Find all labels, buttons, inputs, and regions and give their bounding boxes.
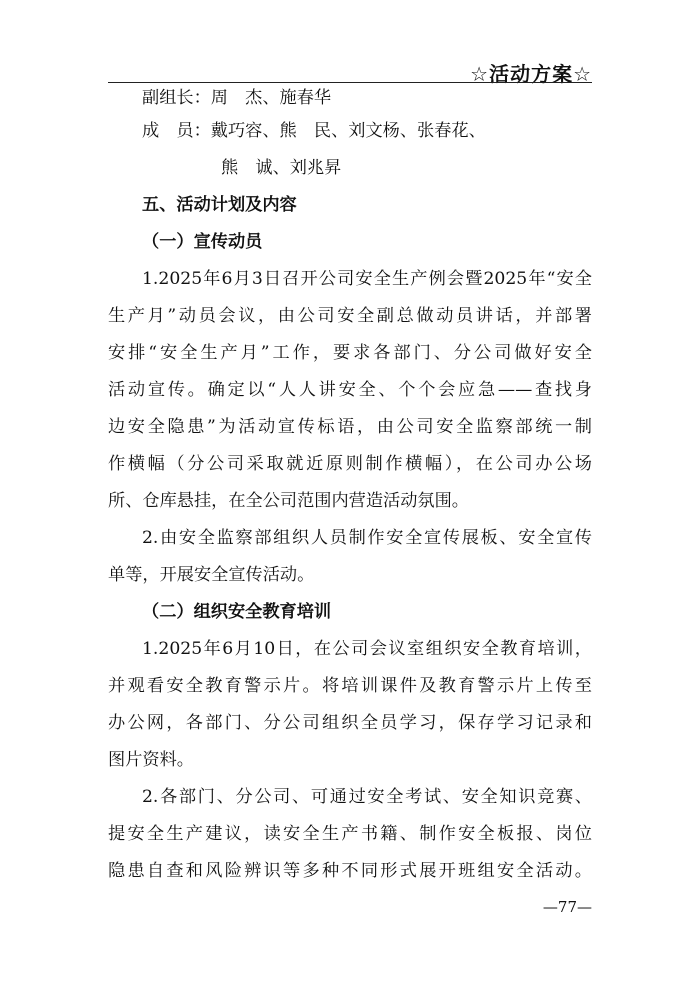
header-title: ☆活动方案☆: [470, 62, 592, 86]
paragraph-line: 作横幅（分公司采取就近原则制作横幅），在公司办公场: [108, 454, 592, 474]
paragraph-line: 2.各部门、分公司、可通过安全考试、安全知识竞赛、: [142, 787, 592, 807]
page-number: —77—: [542, 898, 592, 916]
paragraph-line: 图片资料。: [108, 750, 194, 770]
paragraph-line: 生产月”动员会议，由公司安全副总做动员讲话，并部署: [108, 306, 592, 326]
paragraph-line: 单等，开展安全宣传活动。: [108, 565, 315, 585]
paragraph-line: 所、仓库悬挂，在全公司范围内营造活动氛围。: [108, 491, 469, 511]
paragraph-line: 安排“安全生产月”工作，要求各部门、分公司做好安全: [108, 343, 592, 363]
section-heading-5: 五、活动计划及内容: [142, 195, 297, 215]
paragraph-line: 活动宣传。确定以“人人讲安全、个个会应急——查找身: [108, 380, 592, 400]
paragraph-line: 办公网，各部门、分公司组织全员学习，保存学习记录和: [108, 713, 592, 733]
paragraph-line: 1.2025年6月3日召开公司安全生产例会暨2025年“安全: [142, 269, 592, 289]
members-line-1: 成 员：戴巧容、熊 民、刘文杨、张春花、: [142, 121, 486, 141]
paragraph-line: 隐患自查和风险辨识等多种不同形式展开班组安全活动。: [108, 861, 592, 881]
paragraph-line: 并观看安全教育警示片。将培训课件及教育警示片上传至: [108, 676, 592, 696]
paragraph-line: 2.由安全监察部组织人员制作安全宣传展板、安全宣传: [142, 528, 592, 548]
paragraph-line: 提安全生产建议，读安全生产书籍、制作安全板报、岗位: [108, 824, 592, 844]
subsection-heading-2: （二）组织安全教育培训: [142, 602, 332, 622]
deputy-leader-line: 副组长：周 杰、施春华: [142, 88, 332, 108]
subsection-heading-1: （一）宣传动员: [142, 232, 263, 252]
paragraph-line: 边安全隐患”为活动宣传标语，由公司安全监察部统一制: [108, 417, 592, 437]
paragraph-line: 1.2025年6月10日，在公司会议室组织安全教育培训，: [142, 639, 592, 659]
members-line-2: 熊 诚、刘兆昇: [221, 158, 342, 178]
